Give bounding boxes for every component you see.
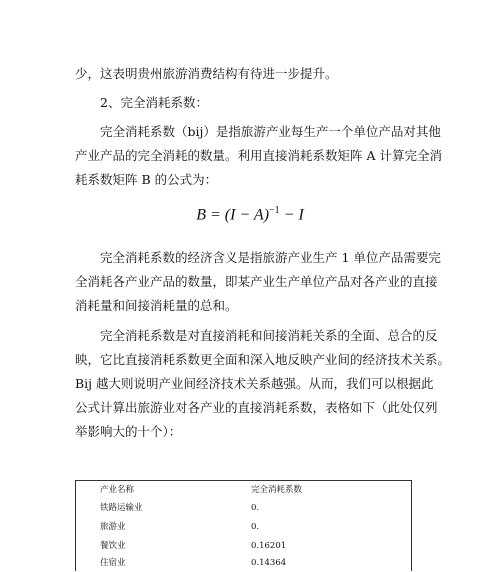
text-line: 耗系数矩阵 B 的公式为： (75, 172, 218, 187)
formula-exponent: −1 (269, 205, 280, 216)
text-line: 完全消耗系数的经济含义是指旅游产业生产 1 单位产品需要完 (100, 250, 441, 265)
cell-industry: 旅游业 (100, 522, 126, 532)
formula-rhs: − I (279, 206, 304, 224)
section-heading: 2、完全消耗系数： (100, 95, 208, 110)
text-line: 举影响大的十个）： (75, 424, 182, 439)
text-line: 产业产品的完全消耗的数量。利用直接消耗系数矩阵 A 计算完全消 (75, 148, 442, 163)
text-line: 完全消耗系数是对直接消耗和间接消耗关系的全面、总合的反 (100, 328, 438, 343)
cell-industry: 餐饮业 (100, 541, 126, 551)
table-row (76, 518, 411, 536)
text-line: 完全消耗系数（bij）是指旅游产业每生产一个单位产品对其他 (100, 124, 441, 139)
cell-industry: 铁路运输业 (100, 503, 143, 513)
text-line: 全消耗各产业产品的数量，即某产业生产单位产品对各产业的直接 (75, 274, 438, 289)
coefficient-table (75, 480, 412, 571)
text-line: 少，这表明贵州旅游消费结构有待进一步提升。 (75, 66, 338, 81)
cell-coefficient: 0.16201 (251, 541, 287, 551)
cell-coefficient: 0.14364 (251, 558, 287, 568)
text-line: 消耗量和间接消耗量的总和。 (75, 298, 238, 313)
table-header-row (76, 481, 411, 499)
table-row (76, 537, 411, 555)
table-row (76, 499, 411, 517)
header-industry: 产业名称 (100, 485, 135, 495)
formula (0, 205, 500, 224)
cell-industry: 住宿业 (100, 558, 126, 568)
cell-coefficient: 0. (251, 522, 260, 532)
formula-lhs: B = (I − A) (196, 206, 270, 224)
table-row (76, 554, 411, 572)
cell-coefficient: 0. (251, 503, 260, 513)
text-line: 公式计算出旅游业对各产业的直接消耗系数，表格如下（此处仅列 (75, 400, 438, 415)
header-coefficient: 完全消耗系数 (251, 485, 303, 495)
text-line: 映，它比直接消耗系数更全面和深入地反映产业间的经济技术关系。 (75, 352, 451, 367)
text-line: Bij 越大则说明产业间经济技术关系越强。从而，我们可以根据此 (75, 376, 434, 391)
